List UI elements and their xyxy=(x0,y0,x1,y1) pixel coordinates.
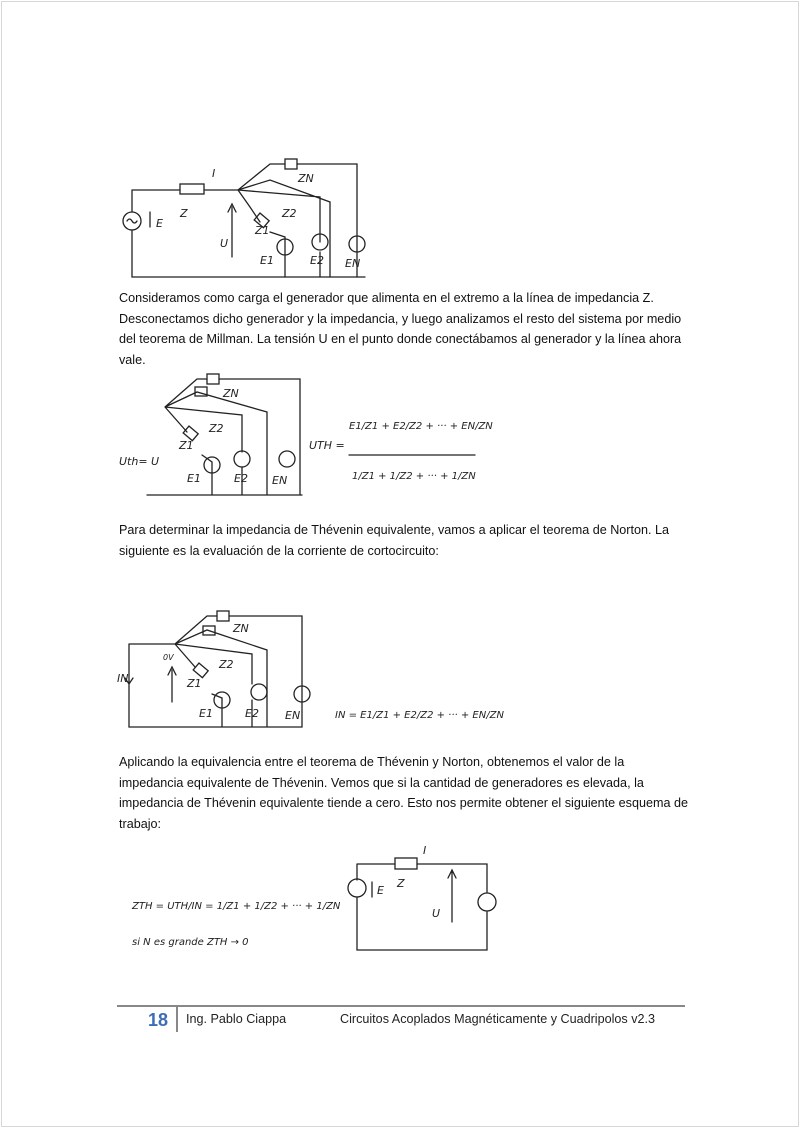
page-number: 18 xyxy=(148,1010,169,1030)
fig3-label-Z2: Z2 xyxy=(219,658,234,671)
paragraph-norton: Para determinar la impedancia de Thévenin equivalente, vamos a aplicar el teorema de Norton. La siguiente es la evaluación de la corriente de cortocircuito: xyxy=(119,523,670,558)
fig2-label-Z2: Z2 xyxy=(209,422,224,435)
fig1-label-E: E xyxy=(156,217,163,230)
footer-author: Ing. Pablo Ciappa xyxy=(186,1012,287,1026)
fig3-label-IN: IN xyxy=(117,672,129,685)
fig1-label-ZN: ZN xyxy=(298,172,314,185)
fig2-eq-numerator: E1/Z1 + E2/Z2 + ··· + EN/ZN xyxy=(349,421,493,432)
fig3-equation: IN = E1/Z1 + E2/Z2 + ··· + EN/ZN xyxy=(335,710,504,721)
circuit-figure-4 xyxy=(127,842,507,967)
fig3-label-EN: EN xyxy=(285,709,301,722)
fig3-label-ZN: ZN xyxy=(233,622,249,635)
paragraph-millman: Consideramos como carga el generador que alimenta en el extremo a la línea de impedancia Z. Desconectamos dicho generador y la impedancia, y luego analizamos el resto del sistema por medio del teorema de Millman. La tensión U en el punto donde conectábamos al generador y la línea ahora vale. xyxy=(119,291,682,367)
fig4-equation: ZTH = UTH/IN = 1/Z1 + 1/Z2 + ··· + 1/ZN xyxy=(132,901,341,912)
fig2-eq-lhs: UTH = xyxy=(309,439,345,452)
fig3-label-E1: E1 xyxy=(199,707,213,720)
fig2-eq-denominator: 1/Z1 + 1/Z2 + ··· + 1/ZN xyxy=(352,471,476,482)
fig1-label-E1: E1 xyxy=(260,254,274,267)
fig1-label-I: I xyxy=(212,167,216,180)
document-page xyxy=(1,1,799,1127)
fig3-label-E2: E2 xyxy=(245,707,259,720)
footer-title: Circuitos Acoplados Magnéticamente y Cuadripolos v2.3 xyxy=(340,1012,656,1026)
fig2-label-ZN: ZN xyxy=(223,387,239,400)
fig2-label-E2: E2 xyxy=(234,472,248,485)
fig1-label-E2: E2 xyxy=(310,254,324,267)
fig2-label-uth: Uth= U xyxy=(119,455,160,468)
fig4-label-Z: Z xyxy=(397,877,405,890)
fig3-label-Z1: Z1 xyxy=(187,677,202,690)
fig1-label-Z: Z xyxy=(180,207,188,220)
circuit-figure-3 xyxy=(117,602,504,730)
fig1-label-Z2: Z2 xyxy=(282,207,297,220)
circuit-figure-1 xyxy=(120,152,370,280)
fig4-label-I: I xyxy=(423,844,427,857)
circuit-figure-2 xyxy=(117,367,493,499)
paragraph-equivalence: Aplicando la equivalencia entre el teorema de Thévenin y Norton, obtenemos el valor de la impedancia equivalente de Thévenin. Vemos que si la cantidad de generadores es elevada, la impedancia de Thévenin equivalente tiende a cero. Esto nos permite obtener el siguiente esquema de trabajo: xyxy=(119,755,688,831)
footer-divider xyxy=(117,1005,685,1007)
footer-separator xyxy=(176,1007,178,1032)
fig2-label-Z1: Z1 xyxy=(179,439,194,452)
fig1-label-Z1: Z1 xyxy=(255,224,270,237)
fig2-label-EN: EN xyxy=(272,474,288,487)
fig3-label-0v: 0V xyxy=(163,653,174,662)
fig1-label-U: U xyxy=(220,237,229,250)
fig1-label-EN: EN xyxy=(345,257,361,270)
fig4-label-U: U xyxy=(432,907,441,920)
fig4-note: si N es grande ZTH → 0 xyxy=(132,937,249,948)
fig4-label-E: E xyxy=(377,884,384,897)
fig2-label-E1: E1 xyxy=(187,472,201,485)
